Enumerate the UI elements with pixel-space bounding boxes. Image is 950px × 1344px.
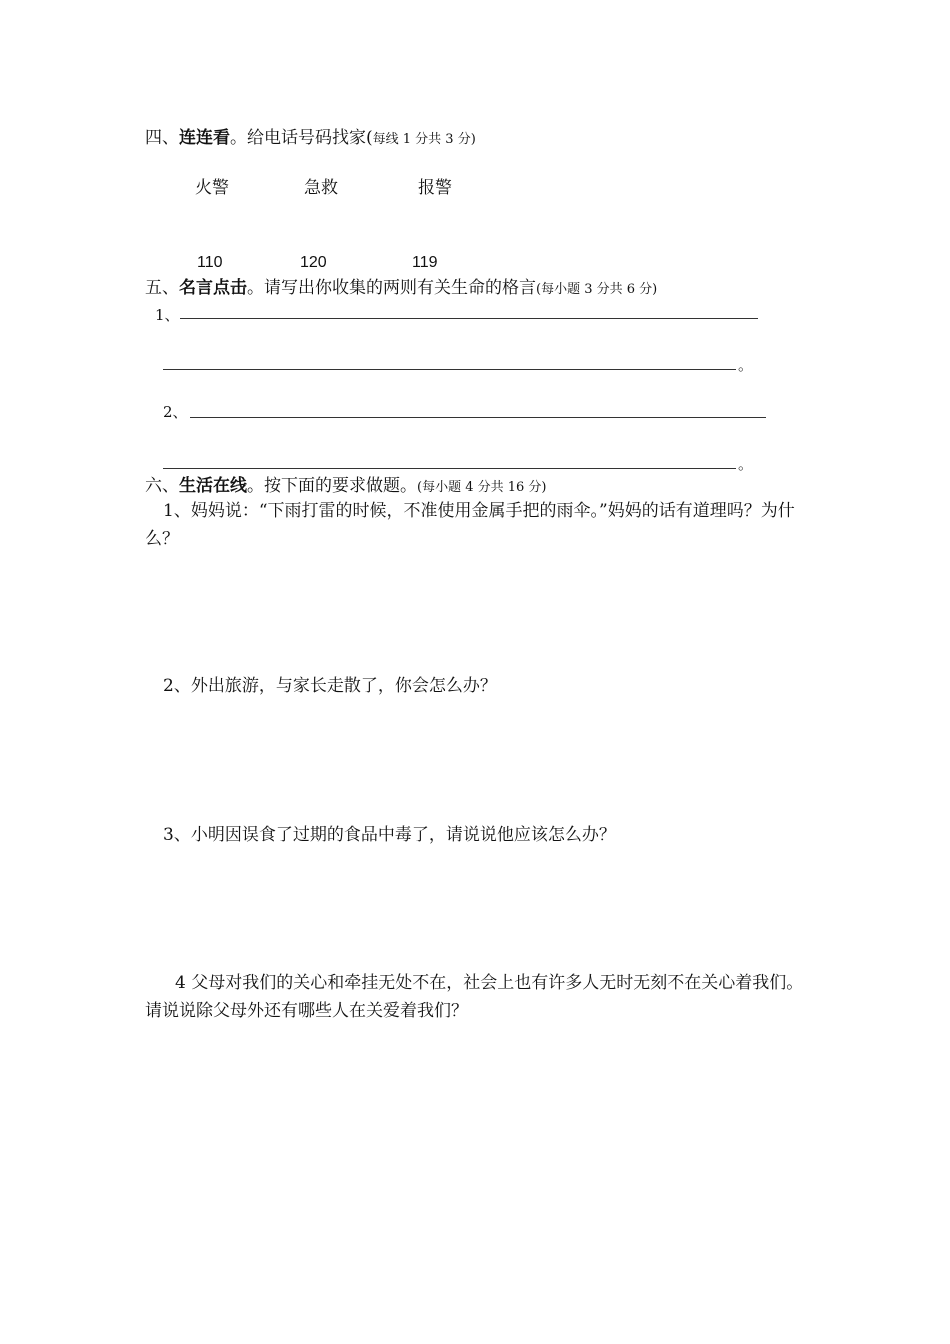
section4-instruction: 。给电话号码找家( bbox=[230, 128, 373, 148]
section4-heading bbox=[145, 126, 476, 152]
section5-heading bbox=[145, 276, 657, 302]
section6-title: 生活在线 bbox=[179, 476, 247, 496]
section5-title: 名言点击 bbox=[179, 278, 247, 298]
question-2: 2、外出旅游，与家长走散了，你会怎么办？ bbox=[163, 676, 497, 696]
section5-prefix: 五、 bbox=[145, 278, 179, 298]
section5-instruction: 。请写出你收集的两则有关生命的格言 bbox=[247, 278, 536, 298]
section4-title: 连连看 bbox=[179, 128, 230, 148]
phone-number-119: 119 bbox=[412, 254, 438, 271]
service-emergency: 急救 bbox=[304, 178, 338, 198]
service-police: 报警 bbox=[418, 178, 452, 198]
section6-points: (每小题 4 分共 16 分) bbox=[417, 480, 547, 495]
question-1: 1、妈妈说：“下雨打雷的时候，不准使用金属手把的雨伞。”妈妈的话有道理吗？为什么？ bbox=[145, 501, 795, 549]
phone-number-120: 120 bbox=[300, 254, 327, 271]
phone-number-110: 110 bbox=[197, 254, 223, 271]
motto-1-label: 1、 bbox=[155, 306, 180, 324]
motto-1-blank-line-2[interactable] bbox=[163, 369, 736, 370]
motto-2-label: 2、 bbox=[163, 403, 188, 421]
motto-2-end-mark: 。 bbox=[738, 455, 754, 473]
motto-1-end-mark: 。 bbox=[738, 356, 754, 374]
service-fire: 火警 bbox=[195, 178, 229, 198]
question-4: 4 父母对我们的关心和牵挂无处不在，社会上也有许多人无时无刻不在关心着我们。请说说除父母外还有哪些人在关爱着我们？ bbox=[145, 973, 804, 1021]
section6-prefix: 六、 bbox=[145, 476, 179, 496]
section4-points: 每线 1 分共 3 分) bbox=[372, 132, 476, 147]
motto-1-blank-line-1[interactable] bbox=[180, 318, 758, 319]
question-3: 3、小明因误食了过期的食品中毒了，请说说他应该怎么办？ bbox=[163, 825, 616, 845]
section6-instruction: 。按下面的要求做题。 bbox=[247, 476, 417, 496]
section5-points: (每小题 3 分共 6 分) bbox=[536, 282, 658, 297]
motto-2-blank-line-1[interactable] bbox=[190, 417, 766, 418]
motto-2-blank-line-2[interactable] bbox=[163, 468, 736, 469]
section4-prefix: 四、 bbox=[145, 128, 179, 148]
